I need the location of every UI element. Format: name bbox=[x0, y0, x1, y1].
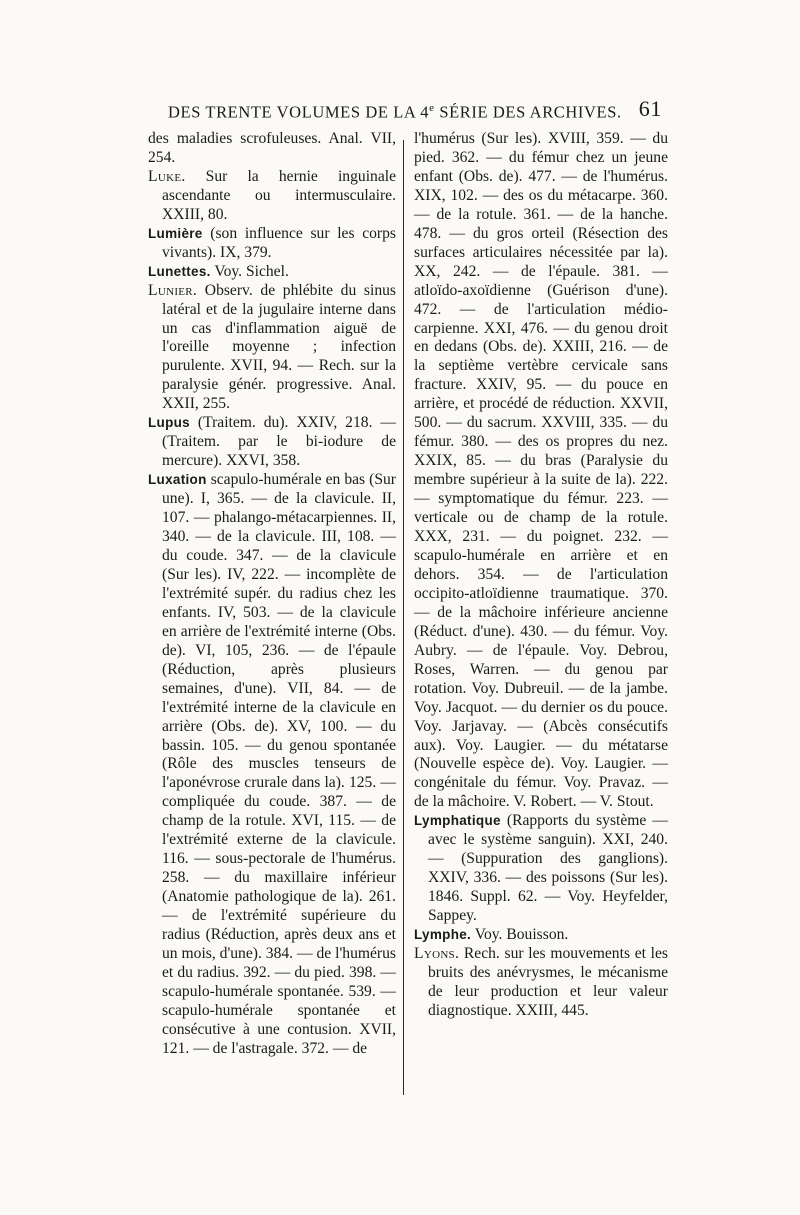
index-entry bbox=[414, 945, 668, 1021]
entry-headword: Lupus bbox=[148, 415, 190, 431]
entry-headword: Lunettes. bbox=[148, 263, 211, 279]
entry-text: (son influence sur les corps vivants). IX, 379. bbox=[162, 224, 396, 261]
entry-headword: Lunier. bbox=[148, 281, 198, 299]
page-number: 61 bbox=[638, 96, 662, 121]
entry-headword: Lumière bbox=[148, 225, 203, 241]
left-column bbox=[148, 130, 396, 1059]
entry-text: des maladies scrofuleuses. Anal. VII, 254. bbox=[148, 130, 396, 166]
entry-headword: Luxation bbox=[148, 472, 207, 488]
entry-text: Rech. sur les mouvements et les bruits des anévrysmes, le mécanisme de leur production et leur valeur diagnostique. XXIII, 445. bbox=[428, 944, 668, 1019]
entry-text: Sur la hernie inguinale ascendante ou intermusculaire. XXIII, 80. bbox=[162, 167, 396, 223]
index-entry bbox=[148, 130, 396, 168]
entry-headword: Lymphatique bbox=[414, 813, 501, 829]
column-divider bbox=[403, 140, 404, 1095]
index-entry bbox=[148, 282, 396, 415]
index-entry bbox=[148, 263, 396, 282]
index-entry bbox=[414, 926, 668, 945]
entry-text: (Traitem. du). XXIV, 218. — (Traitem. par le bi-iodure de mercure). XXVI, 358. bbox=[162, 414, 396, 470]
entry-text: scapulo-humérale en bas (Sur une). I, 365. — de la clavicule. II, 107. — phalango-métacarpiennes. II, 340. — de la clavicule. III, 108. — du coude. 347. — de la clavicule (Sur les). IV, 222. — incomplète de l'extrémité supér. du radius chez les enfants. IV, 503. — de la clavicule en arrière de l'extrémité interne (Obs. de). VI, 105, 236. — de l'épaule (Réduction, après plusieurs semaines, d'une). VII, 84. — de l'extrémité interne de la clavicule en arrière (Obs. de). XV, 100. — du bassin. 105. — du genou spontanée (Rôle des muscles tenseurs de l'aponévrose crurale dans la). 125. — compliquée du coude. 387. — de champ de la rotule. XVI, 115. — de l'extrémité externe de la clavicule. 116. — sous-pectorale de l'humérus. 258. — du maxillaire inférieur (Anatomie pathologique de la). 261. — de l'extrémité supérieure du radius (Réduction, après deux ans et un mois, d'une). 384. — de l'humérus et du radius. 392. — du pied. 398. — scapulo-humérale spontanée. 539. — scapulo-humérale spontanée et consécutive à une contusion. XVII, 121. — de l'astragale. 372. — de bbox=[162, 471, 396, 1057]
entry-headword: Lyons. bbox=[414, 944, 460, 962]
index-entry bbox=[148, 471, 396, 1059]
entry-text: l'humérus (Sur les). XVIII, 359. — du pied. 362. — du fémur chez un jeune enfant (Obs. de). 477. — de l'humérus. XIX, 102. — des os du métacarpe. 360. — de la rotule. 361. — de la hanche. 478. — du gros orteil (Résection des surfaces articulaires nécessitée par la). XX, 242. — de l'épaule. 381. — atloïdo-axoïdienne (Guérison d'une). 472. — de l'articulation médio-carpienne. XXI, 476. — du genou droit en dedans (Obs. de). XXIII, 216. — de la septième vertèbre cervicale sans fracture. XXIV, 95. — du pouce en arrière, et procédé de réduction. XXVII, 500. — du sacrum. XXVIII, 335. — du fémur. 380. — des os propres du nez. XXIX, 85. — du bras (Paralysie du membre supérieur à la suite de la). 222. — symptomatique du fémur. 223. — verticale ou de champ de la rotule. XXX, 231. — du poignet. 232. — scapulo-humérale en arrière et en dehors. 354. — de l'articulation occipito-atloïdienne traumatique. 370. — de la mâchoire inférieure ancienne (Réduct. d'une). 430. — du fémur. Voy. Aubry. — de l'épaule. Voy. Debrou, Roses, Warren. — du genou par rotation. Voy. Dubreuil. — de la jambe. Voy. Jacquot. — du dernier os du pouce. Voy. Jarjavay. — (Abcès consécutifs aux). Voy. Laugier. — du métatarse (Nouvelle espèce de). Voy. Laugier. — congénitale du fémur. Voy. Pravaz. — de la mâchoire. V. Robert. — V. Stout. bbox=[414, 130, 668, 811]
entry-text: Voy. Sichel. bbox=[210, 262, 289, 280]
index-entry bbox=[148, 414, 396, 471]
entry-text: Observ. de phlébite du sinus latéral et de la jugulaire interne dans un cas d'inflammation aiguë de l'oreille moyenne ; infection purulente. XVII, 94. — Rech. sur la paralysie génér. progressive. Anal. XXII, 255. bbox=[162, 281, 396, 413]
running-head-superscript: e bbox=[429, 102, 435, 114]
entry-text: (Rapports du système — avec le système sanguin). XXI, 240. — (Suppuration des ganglions). XXIV, 336. — des poissons (Sur les). 1846. Suppl. 62. — Voy. Heyfelder, Sappey. bbox=[428, 812, 668, 925]
running-header bbox=[168, 96, 662, 126]
running-head-text: DES TRENTE VOLUMES DE LA 4 bbox=[168, 102, 430, 122]
entry-headword: Lymphe. bbox=[414, 927, 472, 943]
running-head bbox=[168, 102, 622, 123]
index-entry bbox=[414, 812, 668, 926]
index-entry bbox=[148, 225, 396, 263]
index-entry bbox=[414, 130, 668, 812]
entry-text: Voy. Bouisson. bbox=[471, 926, 569, 944]
entry-headword: Luke. bbox=[148, 167, 186, 185]
index-entry bbox=[148, 168, 396, 225]
running-head-text-end: SÉRIE DES ARCHIVES. bbox=[434, 102, 622, 122]
right-column bbox=[414, 130, 668, 1021]
